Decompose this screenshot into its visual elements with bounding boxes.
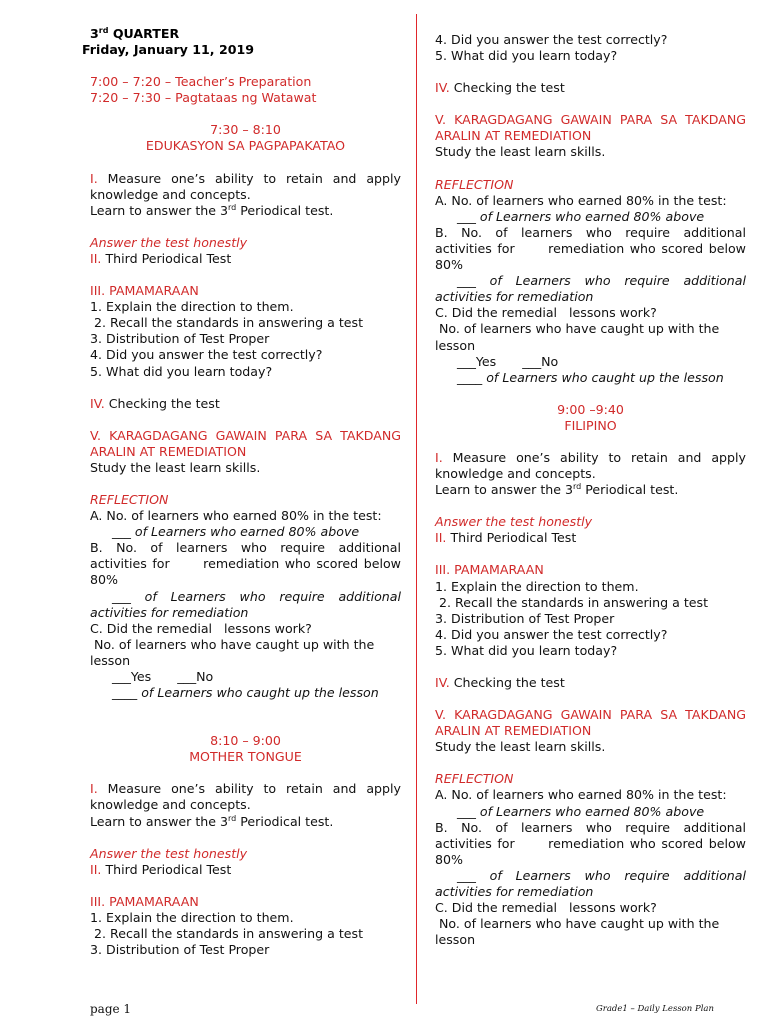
reflection-heading: REFLECTION (90, 491, 169, 507)
learn-line: Learn to answer the 3rd Periodical test. (90, 813, 334, 829)
step-item: 3. Distribution of Test Proper (435, 610, 615, 626)
learn-line: Learn to answer the 3rd Periodical test. (435, 481, 679, 498)
reflection-b: B. No. of learners who require additional activities for remediation who scored below 80% (435, 224, 751, 273)
section-iv: IV. Checking the test (435, 80, 565, 96)
reflection-b: B. No. of learners who require additional activities for remediation who scored below 80% (90, 540, 406, 588)
objective: I. Measure one’s ability to retain and apply knowledge and concepts. (90, 170, 401, 202)
session-time: 7:30 – 8:10 (210, 122, 281, 138)
reflection-a-blank: ___ of Learners who earned 80% above (457, 208, 705, 224)
section-ii: II. Third Periodical Test (435, 530, 577, 546)
step-item: 2. Recall the standards in answering a test (435, 594, 709, 610)
reflection-b-blank: ___ of Learners who require additional activities for remediation (435, 273, 746, 305)
learn-line: Learn to answer the 3rd Periodical test. (90, 202, 334, 218)
section-iv: IV. Checking the test (435, 675, 565, 690)
step-item: 1. Explain the direction to them. (90, 909, 294, 925)
step-item: 2. Recall the standards in answering a test (90, 926, 364, 942)
reflection-heading: REFLECTION (435, 771, 514, 787)
reflection-d: No. of learners who have caught up with the lesson (90, 636, 379, 668)
step-item: 5. What did you learn today? (90, 363, 273, 379)
reflection-a: A. No. of learners who earned 80% in the test: (90, 508, 382, 524)
section-v-text: Study the least learn skills. (90, 459, 261, 475)
yes-no-line: ___Yes ___No (457, 353, 559, 369)
reflection-d: No. of learners who have caught up with the lesson (435, 321, 724, 353)
section-v-heading: V. KARAGDAGANG GAWAIN PARA SA TAKDANG ARALIN AT REMEDIATION (435, 112, 746, 144)
session-subject: EDUKASYON SA PAGPAPAKATAO (145, 138, 346, 154)
objective: I. Measure one’s ability to retain and apply knowledge and concepts. (90, 781, 401, 813)
step-item: 2. Recall the standards in answering a test (90, 315, 364, 331)
document-label: Grade1 – Daily Lesson Plan (596, 1004, 714, 1014)
answer-honestly: Answer the test honestly (435, 514, 593, 530)
step-item: 4. Did you answer the test correctly? (90, 347, 323, 363)
pamamaraan-heading: III. PAMAMARAAN (435, 562, 544, 578)
pamamaraan-heading: III. PAMAMARAAN (90, 893, 199, 909)
page-number: page 1 (90, 1002, 132, 1016)
reflection-a: A. No. of learners who earned 80% in the test: (435, 192, 727, 208)
reflection-a-blank: ___ of Learners who earned 80% above (112, 524, 360, 540)
caught-up-blank: ____ of Learners who caught up the lesson (112, 685, 379, 701)
session-subject: MOTHER TONGUE (189, 749, 302, 765)
step-item: 5. What did you learn today? (435, 642, 618, 658)
step-item: 3. Distribution of Test Proper (90, 331, 270, 347)
step-item: 3. Distribution of Test Proper (90, 942, 270, 958)
section-v-text: Study the least learn skills. (435, 739, 606, 755)
step-item: 4. Did you answer the test correctly? (435, 626, 668, 642)
reflection-b: B. No. of learners who require additional activities for remediation who scored below 80% (435, 819, 751, 867)
section-iv: IV. Checking the test (90, 395, 220, 411)
reflection-a-blank: ___ of Learners who earned 80% above (457, 803, 705, 819)
session-subject: FILIPINO (564, 417, 617, 433)
left-column (82, 25, 406, 958)
yes-no-line: ___Yes ___No (112, 669, 214, 684)
answer-honestly: Answer the test honestly (90, 234, 248, 250)
schedule-item: 7:20 – 7:30 – Pagtataas ng Watawat (90, 90, 317, 106)
reflection-b-blank: ___ of Learners who require additional activities for remediation (435, 867, 746, 900)
quarter-heading: 3rd QUARTER (90, 25, 180, 41)
schedule-item: 7:00 – 7:20 – Teacher’s Preparation (90, 74, 312, 90)
step-item: 1. Explain the direction to them. (90, 299, 294, 315)
step-item: 4. Did you answer the test correctly? (435, 32, 668, 47)
date-heading: Friday, January 11, 2019 (82, 42, 255, 58)
section-v-text: Study the least learn skills. (435, 144, 606, 160)
section-v-heading: V. KARAGDAGANG GAWAIN PARA SA TAKDANG ARALIN AT REMEDIATION (90, 427, 401, 459)
reflection-c: C. Did the remedial lessons work? (90, 620, 312, 636)
step-item: 5. What did you learn today? (435, 48, 618, 64)
reflection-heading: REFLECTION (435, 176, 514, 192)
session-time: 9:00 –9:40 (557, 401, 624, 417)
reflection-c: C. Did the remedial lessons work? (435, 305, 657, 321)
caught-up-blank: ____ of Learners who caught up the lesson (457, 369, 724, 385)
answer-honestly: Answer the test honestly (90, 845, 248, 861)
step-item: 1. Explain the direction to them. (435, 578, 639, 594)
column-divider (416, 14, 417, 1004)
reflection-c: C. Did the remedial lessons work? (435, 900, 657, 916)
pamamaraan-heading: III. PAMAMARAAN (90, 283, 199, 299)
section-ii: II. Third Periodical Test (90, 861, 232, 877)
section-v-heading: V. KARAGDAGANG GAWAIN PARA SA TAKDANG ARALIN AT REMEDIATION (435, 707, 746, 739)
objective: I. Measure one’s ability to retain and apply knowledge and concepts. (435, 449, 746, 482)
right-column (435, 32, 751, 948)
reflection-a: A. No. of learners who earned 80% in the test: (435, 787, 727, 803)
reflection-d: No. of learners who have caught up with the lesson (435, 916, 724, 948)
reflection-b-blank: ___ of Learners who require additional activities for remediation (90, 588, 401, 620)
session-time: 8:10 – 9:00 (210, 733, 281, 749)
section-ii: II. Third Periodical Test (90, 250, 232, 266)
